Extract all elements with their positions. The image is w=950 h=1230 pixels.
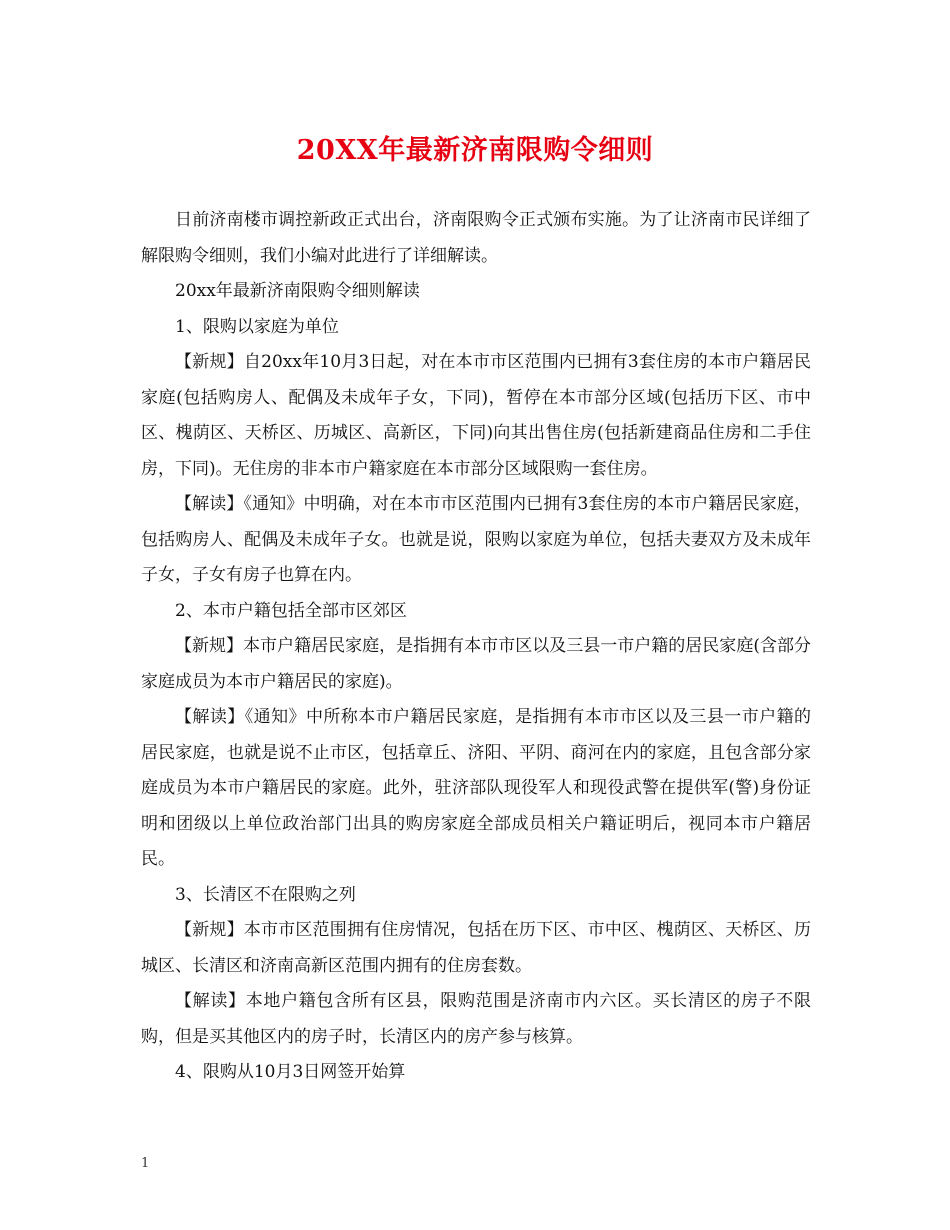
section-heading-2: 2、本市户籍包括全部市区郊区 [175,600,407,621]
page-number: 1 [141,1156,150,1171]
paragraph-subtitle: 20xx年最新济南限购令细则解读 [175,281,420,301]
paragraph-new-rule-3: 【新规】本市市区范围拥有住房情况，包括在历下区、市中区、槐荫区、天桥区、历城区、长清区和济南高新区范围内拥有的住房套数。 [141,920,811,976]
section-heading-1: 1、限购以家庭为单位 [175,316,339,337]
section-heading-4: 4、限购从10月3日网签开始算 [175,1062,406,1082]
section-heading-3: 3、长清区不在限购之列 [175,884,356,905]
paragraph-new-rule-1: 【新规】自20xx年10月3日起，对在本市市区范围内已拥有3套住房的本市户籍居民家庭(包括购房人、配偶及未成年子女，下同)，暂停在本市部分区域(包括历下区、市中区、槐荫区、天桥区、历城区、高新区，下同)向其出售住房(包括新建商品住房和二手住房，下同)。无住房的非本市户籍家庭在本市部分区域限购一套住房。 [141,352,811,479]
paragraph-interpretation-1: 【解读】《通知》中明确，对在本市市区范围内已拥有3套住房的本市户籍居民家庭，包括购房人、配偶及未成年子女。也就是说，限购以家庭为单位，包括夫妻双方及未成年子女，子女有房子也算在内。 [141,494,811,585]
paragraph-intro: 日前济南楼市调控新政正式出台，济南限购令正式颁布实施。为了让济南市民详细了解限购令细则，我们小编对此进行了详细解读。 [141,210,811,266]
paragraph-new-rule-2: 【新规】本市户籍居民家庭，是指拥有本市市区以及三县一市户籍的居民家庭(含部分家庭成员为本市户籍居民的家庭)。 [141,636,811,692]
document-body [141,203,811,1091]
paragraph-interpretation-3: 【解读】本地户籍包含所有区县，限购范围是济南市内六区。买长清区的房子不限购，但是买其他区内的房子时，长清区内的房产参与核算。 [141,991,811,1047]
paragraph-interpretation-2: 【解读】《通知》中所称本市户籍居民家庭，是指拥有本市市区以及三县一市户籍的居民家庭，也就是说不止市区，包括章丘、济阳、平阴、商河在内的家庭，且包含部分家庭成员为本市户籍居民的家庭。此外，驻济部队现役军人和现役武警在提供军(警)身份证明和团级以上单位政治部门出具的购房家庭全部成员相关户籍证明后，视同本市户籍居民。 [141,707,811,869]
document-title: 20XX年最新济南限购令细则 [296,135,654,166]
